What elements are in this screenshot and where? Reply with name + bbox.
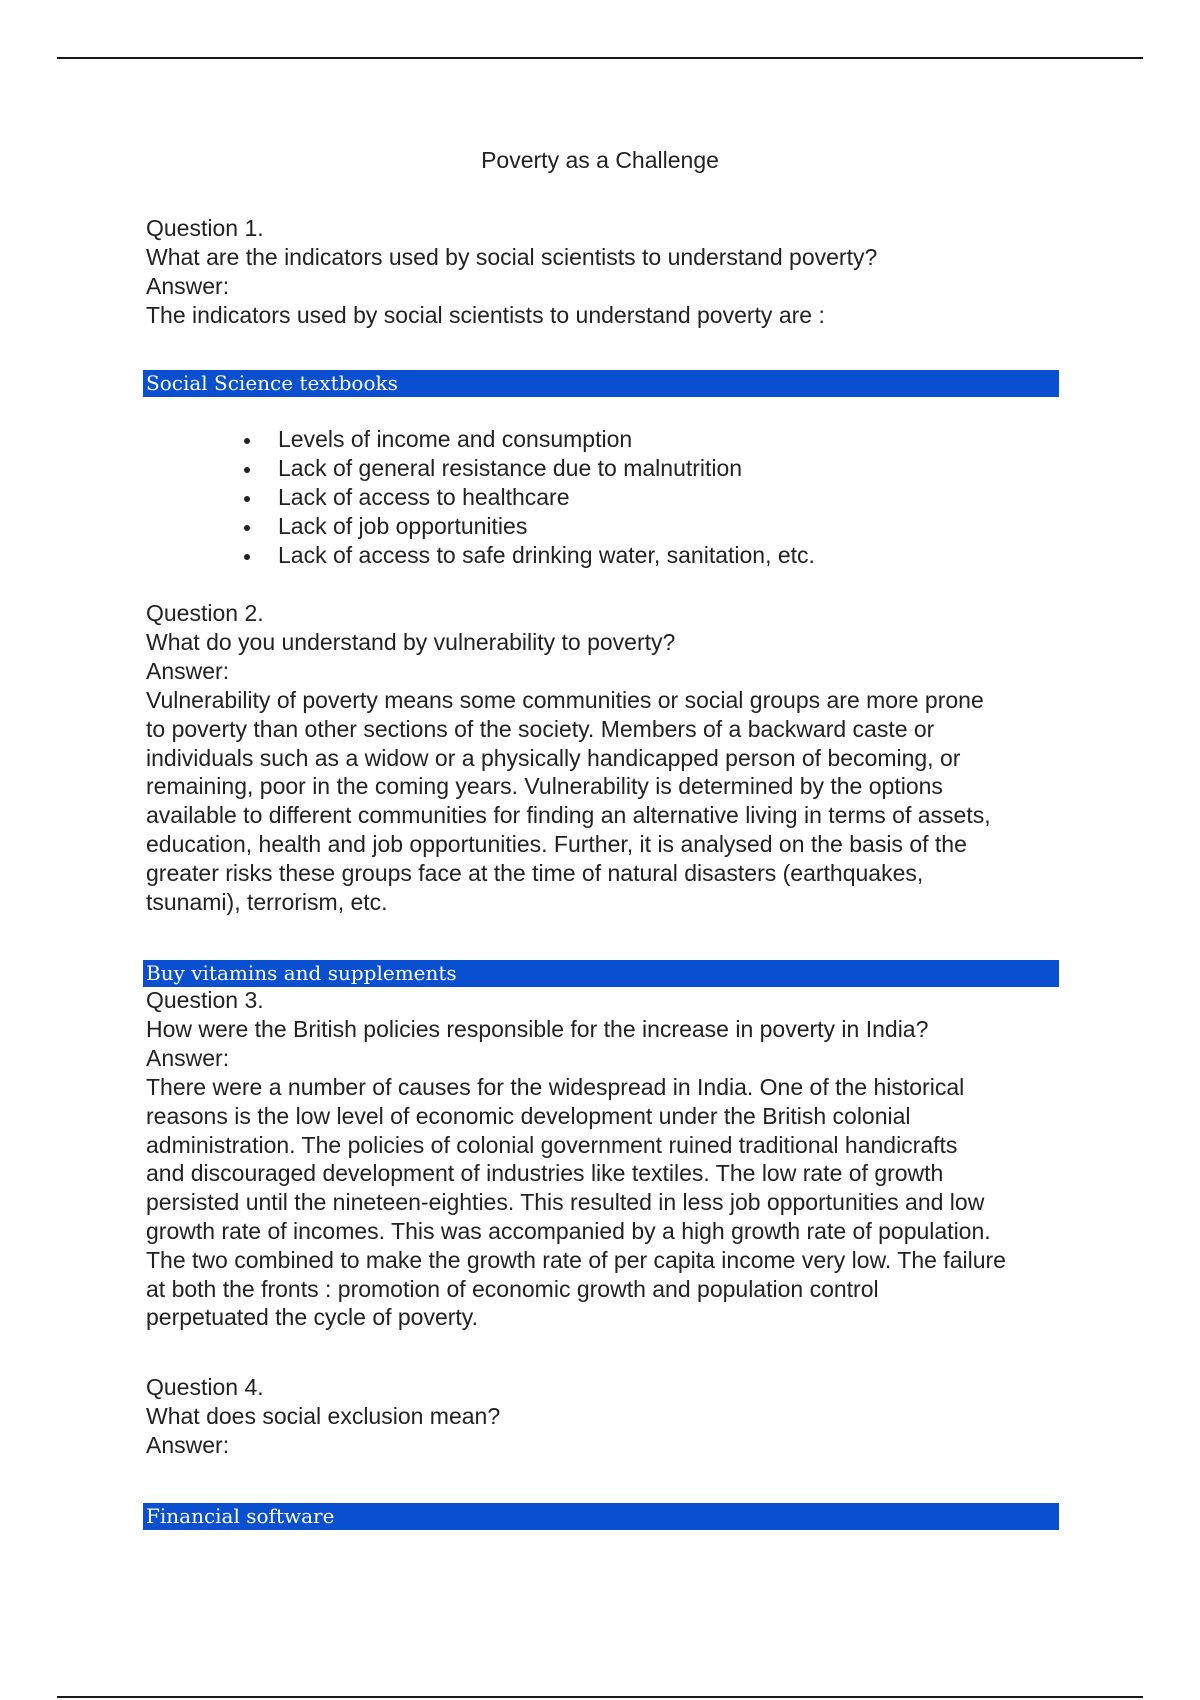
q4-answer-label: Answer: xyxy=(146,1432,230,1458)
list-item: Levels of income and consumption xyxy=(236,425,815,454)
list-item: Lack of job opportunities xyxy=(236,512,815,541)
q2-answer-label: Answer: xyxy=(146,658,230,684)
ad-link-buy-vitamins[interactable]: Buy vitamins and supplements xyxy=(143,960,1059,987)
q3-answer-text: There were a number of causes for the widespread in India. One of the historical reasons is the low level of economic development under the British colonial administration. The policies of colonial government ruined traditional handicrafts and discouraged development of industries like textiles. The low rate of growth persisted until the nineteen-eighties. This resulted in less job opportunities and low growth rate of incomes. This was accompanied by a high growth rate of population. The two combined to make the growth rate of per capita income very low. The failure at both the fronts : promotion of economic growth and population control perpetuated the cycle of poverty. xyxy=(146,1074,1006,1331)
bullet-icon xyxy=(244,438,250,444)
q1-label: Question 1. xyxy=(146,215,264,241)
q4-question: What does social exclusion mean? xyxy=(146,1403,501,1429)
bullet-icon xyxy=(244,467,250,473)
list-item: Lack of access to safe drinking water, sanitation, etc. xyxy=(236,541,815,570)
bullet-icon xyxy=(244,496,250,502)
q1-question: What are the indicators used by social scientists to understand poverty? xyxy=(146,244,878,270)
q2-answer-text: Vulnerability of poverty means some communities or social groups are more prone to poverty than other sections of the society. Members of a backward caste or individuals such as a widow or a physically handicapped person of becoming, or remaining, poor in the coming years. Vulnerability is determined by the options available to different communities for finding an alternative living in terms of assets, education, health and job opportunities. Further, it is analysed on the basis of the greater risks these groups face at the time of natural disasters (earthquakes, tsunami), terrorism, etc. xyxy=(146,687,991,915)
q2-label: Question 2. xyxy=(146,600,264,626)
bottom-rule xyxy=(57,1696,1143,1698)
q1-indicator-list xyxy=(236,425,815,570)
bullet-icon xyxy=(244,525,250,531)
q4-label: Question 4. xyxy=(146,1374,264,1400)
page-title: Poverty as a Challenge xyxy=(481,147,719,173)
q3-answer-label: Answer: xyxy=(146,1045,230,1071)
q3-question: How were the British policies responsible for the increase in poverty in India? xyxy=(146,1016,929,1042)
bullet-icon xyxy=(244,554,250,560)
q1-answer-label: Answer: xyxy=(146,273,230,299)
ad-link-financial-software[interactable]: Financial software xyxy=(143,1503,1059,1530)
list-item: Lack of access to healthcare xyxy=(236,483,815,512)
q3-label: Question 3. xyxy=(146,987,264,1013)
q1-answer-intro: The indicators used by social scientists to understand poverty are : xyxy=(146,302,825,328)
q2-question: What do you understand by vulnerability to poverty? xyxy=(146,629,676,655)
top-rule xyxy=(57,57,1143,59)
ad-link-social-science-textbooks[interactable]: Social Science textbooks xyxy=(143,370,1059,397)
list-item: Lack of general resistance due to malnutrition xyxy=(236,454,815,483)
